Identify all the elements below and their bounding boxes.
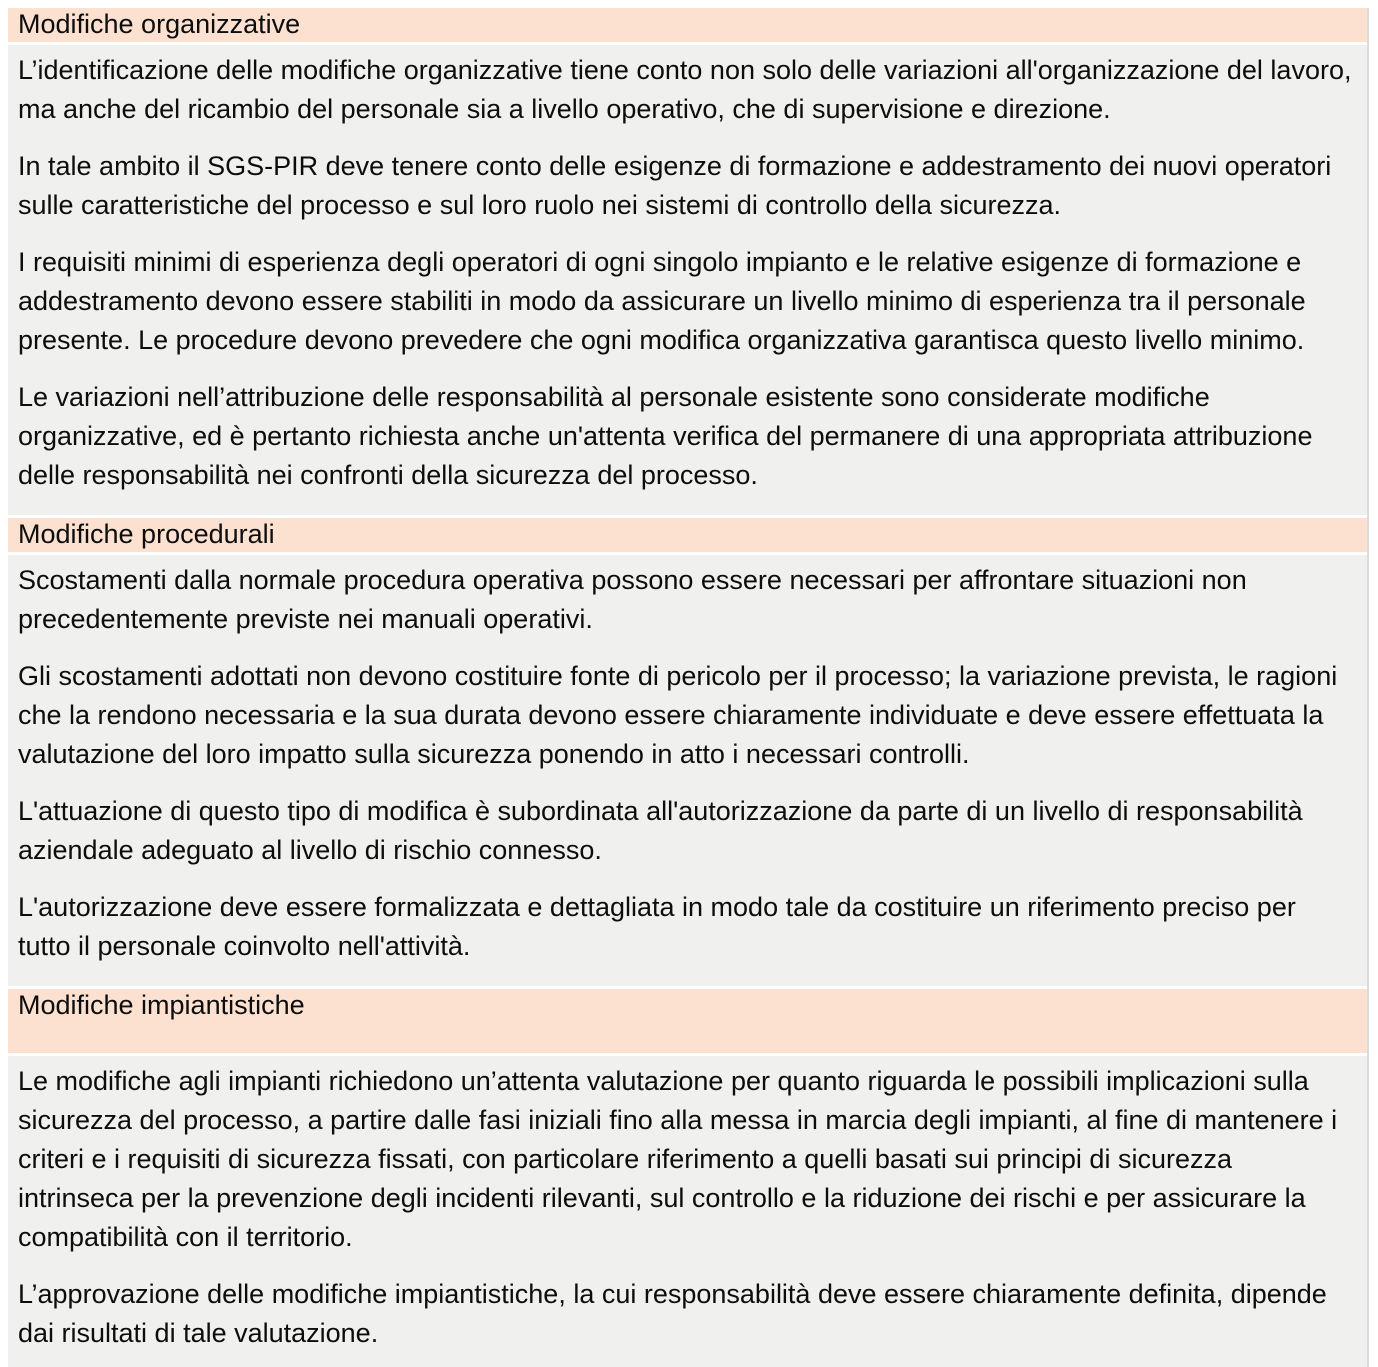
section-title: Modifiche impiantistiche bbox=[18, 990, 305, 1020]
paragraph: Le modifiche agli impianti richiedono un’attenta valutazione per quanto riguarda le possibili implicazioni sulla sicurezza del processo, a partire dalle fasi iniziali fino alla messa in marcia degli impianti, al fine di mantenere i criteri e i requisiti di sicurezza fissati, con particolare riferimento a quelli basati sui principi di sicurezza intrinseca per la prevenzione degli incidenti rilevanti, sul controllo e la riduzione dei rischi e per assicurare la compatibilità con il territorio. bbox=[18, 1066, 1338, 1252]
section-title: Modifiche organizzative bbox=[18, 9, 301, 39]
section-header-modifiche-impiantistiche bbox=[8, 989, 1367, 1053]
section-body-modifiche-impiantistiche bbox=[8, 1056, 1367, 1367]
document bbox=[8, 8, 1369, 1367]
paragraph: L'autorizzazione deve essere formalizzata e dettagliata in modo tale da costituire un riferimento preciso per tutto il personale coinvolto nell'attività. bbox=[18, 892, 1296, 961]
paragraph: L'attuazione di questo tipo di modifica è subordinata all'autorizzazione da parte di un livello di responsabilità aziendale adeguato al livello di rischio connesso. bbox=[18, 796, 1303, 865]
section-modifiche-impiantistiche bbox=[8, 989, 1367, 1367]
section-modifiche-organizzative bbox=[8, 8, 1367, 515]
paragraph: L’identificazione delle modifiche organizzative tiene conto non solo delle variazioni all'organizzazione del lavoro, ma anche del ricambio del personale sia a livello operativo, che di supervisione e direzione. bbox=[18, 55, 1352, 124]
section-header-modifiche-procedurali bbox=[8, 518, 1367, 552]
paragraph: Le variazioni nell’attribuzione delle responsabilità al personale esistente sono considerate modifiche organizzative, ed è pertanto richiesta anche un'attenta verifica del permanere di una appropriata attribuzione delle responsabilità nei confronti della sicurezza del processo. bbox=[18, 382, 1313, 490]
paragraph: In tale ambito il SGS-PIR deve tenere conto delle esigenze di formazione e addestramento dei nuovi operatori sulle caratteristiche del processo e sul loro ruolo nei sistemi di controllo della sicurezza. bbox=[18, 151, 1332, 220]
paragraph: L’approvazione delle modifiche impiantistiche, la cui responsabilità deve essere chiaramente definita, dipende dai risultati di tale valutazione. bbox=[18, 1279, 1327, 1348]
section-title: Modifiche procedurali bbox=[18, 519, 275, 549]
section-modifiche-procedurali bbox=[8, 518, 1367, 986]
paragraph: Scostamenti dalla normale procedura operativa possono essere necessari per affrontare situazioni non precedentemente previste nei manuali operativi. bbox=[18, 565, 1247, 634]
section-header-modifiche-organizzative bbox=[8, 8, 1367, 42]
paragraph: I requisiti minimi di esperienza degli operatori di ogni singolo impianto e le relative esigenze di formazione e addestramento devono essere stabiliti in modo da assicurare un livello minimo di esperienza tra il personale presente. Le procedure devono prevedere che ogni modifica organizzativa garantisca questo livello minimo. bbox=[18, 247, 1306, 355]
paragraph: Gli scostamenti adottati non devono costituire fonte di pericolo per il processo; la variazione prevista, le ragioni che la rendono necessaria e la sua durata devono essere chiaramente individuate e deve essere effettuata la valutazione del loro impatto sulla sicurezza ponendo in atto i necessari controlli. bbox=[18, 661, 1338, 769]
section-body-modifiche-organizzative bbox=[8, 45, 1367, 515]
section-body-modifiche-procedurali bbox=[8, 555, 1367, 986]
